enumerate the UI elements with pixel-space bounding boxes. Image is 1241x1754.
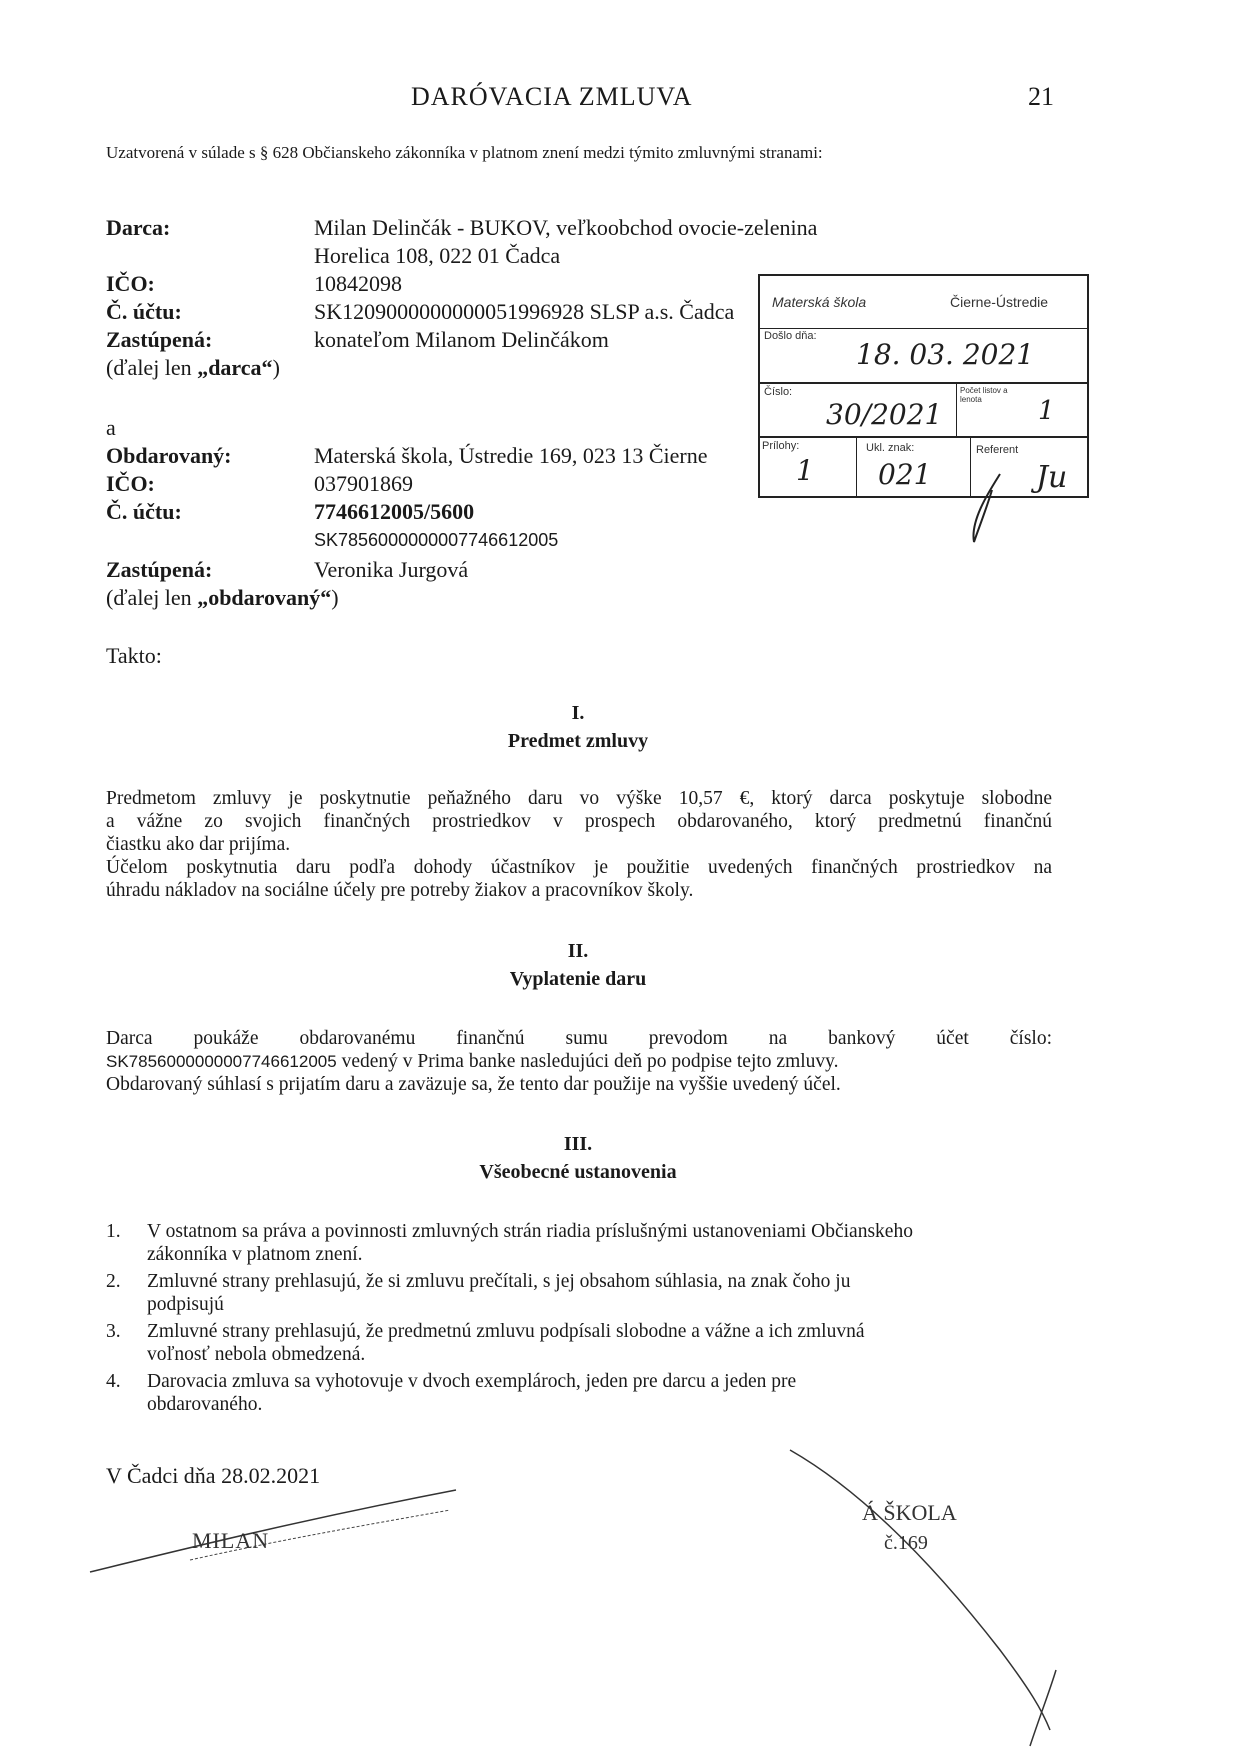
donor-ico-label: IČO: — [106, 271, 155, 296]
recipient-alias — [106, 584, 339, 612]
list-item-text: Zmluvné strany prehlasujú, že predmetnú zmluvu podpísali slobodne a vážne a ich zmluvná — [147, 1321, 865, 1342]
recipient-iban — [314, 530, 558, 551]
list-item-text: obdarovaného. — [147, 1394, 263, 1415]
donor-ico: 10842098 — [314, 271, 402, 296]
school-stamp-line1: Á ŠKOLA — [862, 1500, 957, 1525]
recipient-iban-text: SK7856000000007746612005 — [314, 530, 559, 550]
list-item-text: podpisujú — [147, 1294, 224, 1315]
list-item-text: Zmluvné strany prehlasujú, že si zmluvu prečítali, s jej obsahom súhlasia, na znak čoho ju — [147, 1271, 851, 1292]
recipient-rep: Veronika Jurgová — [314, 557, 469, 582]
handwritten-initial-mark — [960, 470, 1020, 550]
stamp-attachments: 1 — [796, 454, 814, 487]
stamp-attachments-label: Prílohy: — [762, 440, 800, 452]
donor-signature — [80, 1480, 460, 1580]
recipient-account: 7746612005/5600 — [314, 499, 475, 524]
recipient-rep-label: Zastúpená: — [106, 557, 213, 582]
alias-suffix: ) — [272, 355, 280, 380]
section1-number: I. — [571, 702, 585, 724]
section1-line: a vážne zo svojich finančných prostriedkov v prospech obdarovaného, ktorý predmetnú finančnú — [106, 811, 1052, 832]
recipient-label: Obdarovaný: — [106, 443, 232, 468]
section2-line2 — [106, 1050, 839, 1073]
alias-name: „darca“ — [197, 355, 273, 380]
section2-iban: SK7856000000007746612005 — [106, 1052, 337, 1071]
section2-heading: Vyplatenie daru — [509, 968, 647, 990]
recipient-account-label: Č. účtu: — [106, 499, 182, 524]
section1-line: úhradu nákladov na sociálne účely pre potreby žiakov a pracovníkov školy. — [106, 880, 694, 901]
donor-stamp-fragment: MILAN — [192, 1528, 270, 1553]
stamp-file-mark-label: Ukl. znak: — [866, 442, 915, 454]
section1-line: čiastku ako dar prijíma. — [106, 834, 291, 855]
section2-line1: Darca poukáže obdarovanému finančnú sumu prevodom na bankový účet číslo: — [106, 1028, 1052, 1049]
donor-rep-label: Zastúpená: — [106, 327, 213, 352]
stamp-received-label: Došlo dňa: — [764, 330, 817, 342]
school-stamp-line2: č.169 — [884, 1532, 928, 1554]
stamp-org: Materská škola — [772, 294, 867, 310]
stamp-number: 30/2021 — [826, 398, 943, 431]
list-item-number: 4. — [106, 1371, 121, 1392]
donor-label: Darca: — [106, 215, 171, 240]
intro-text: Uzatvorená v súlade s § 628 Občianskeho zákonníka v platnom znení medzi týmito zmluvnými stranami: — [106, 143, 823, 162]
stamp-file-mark: 021 — [878, 458, 932, 491]
place-date: V Čadci dňa 28.02.2021 — [106, 1463, 321, 1488]
donor-alias — [106, 354, 280, 382]
list-item-text: V ostatnom sa práva a povinnosti zmluvných strán riadia príslušnými ustanoveniami Občianskeho — [147, 1221, 913, 1242]
donor-name: Milan Delinčák - BUKOV, veľkoobchod ovocie-zelenina — [314, 215, 818, 240]
donor-address: Horelica 108, 022 01 Čadca — [314, 243, 561, 268]
section1-heading: Predmet zmluvy — [507, 730, 649, 752]
section3-number: III. — [563, 1133, 593, 1155]
stamp-count-label: Počet listov a lenota — [960, 386, 1008, 404]
registry-stamp — [758, 274, 1089, 498]
recipient-ico-label: IČO: — [106, 471, 155, 496]
stamp-number-label: Číslo: — [764, 386, 793, 398]
list-item-text: voľnosť nebola obmedzená. — [147, 1344, 366, 1365]
section1-line: Predmetom zmluvy je poskytnutie peňažného daru vo výške 10,57 €, ktorý darca poskytuje slobodne — [106, 788, 1052, 809]
stamp-received-date: 18. 03. 2021 — [856, 338, 1035, 371]
section1-line: Účelom poskytnutia daru podľa dohody účastníkov je použitie uvedených finančných prostriedkov na — [106, 857, 1052, 878]
connector-a: a — [106, 415, 116, 440]
list-item-text: Darovacia zmluva sa vyhotovuje v dvoch exemplároch, jeden pre darcu a jeden pre — [147, 1371, 797, 1392]
document-title: DARÓVACIA ZMLUVA — [411, 82, 693, 111]
alias-prefix: (ďalej len — [106, 585, 198, 610]
list-item-text: zákonníka v platnom znení. — [147, 1244, 363, 1265]
donor-rep: konateľom Milanom Delinčákom — [314, 327, 609, 352]
page-number: 21 — [1028, 82, 1054, 111]
recipient-ico: 037901869 — [314, 471, 413, 496]
donor-account: SK1209000000000051996928 SLSP a.s. Čadca — [314, 299, 735, 324]
takto: Takto: — [106, 643, 162, 668]
section3-heading: Všeobecné ustanovenia — [479, 1161, 677, 1183]
alias-prefix: (ďalej len — [106, 355, 198, 380]
list-item-number: 2. — [106, 1271, 121, 1292]
list-item-number: 1. — [106, 1221, 121, 1242]
alias-name: „obdarovaný“ — [197, 585, 332, 610]
stamp-place: Čierne-Ústredie — [950, 294, 1049, 310]
stamp-officer: Ju — [1036, 460, 1068, 495]
recipient-name: Materská škola, Ústredie 169, 023 13 Čierne — [314, 443, 708, 468]
list-item-number: 3. — [106, 1321, 121, 1342]
section2-number: II. — [567, 940, 589, 962]
stamp-count: 1 — [1038, 396, 1055, 426]
section2-line2-rest: vedený v Prima banke nasledujúci deň po podpise tejto zmluvy. — [336, 1051, 839, 1072]
alias-suffix: ) — [331, 585, 339, 610]
recipient-signature — [780, 1430, 1080, 1750]
donor-account-label: Č. účtu: — [106, 299, 182, 324]
stamp-officer-label: Referent — [976, 444, 1019, 456]
section2-line3: Obdarovaný súhlasí s prijatím daru a zaväzuje sa, že tento dar použije na vyššie uvedený účel. — [106, 1074, 841, 1095]
